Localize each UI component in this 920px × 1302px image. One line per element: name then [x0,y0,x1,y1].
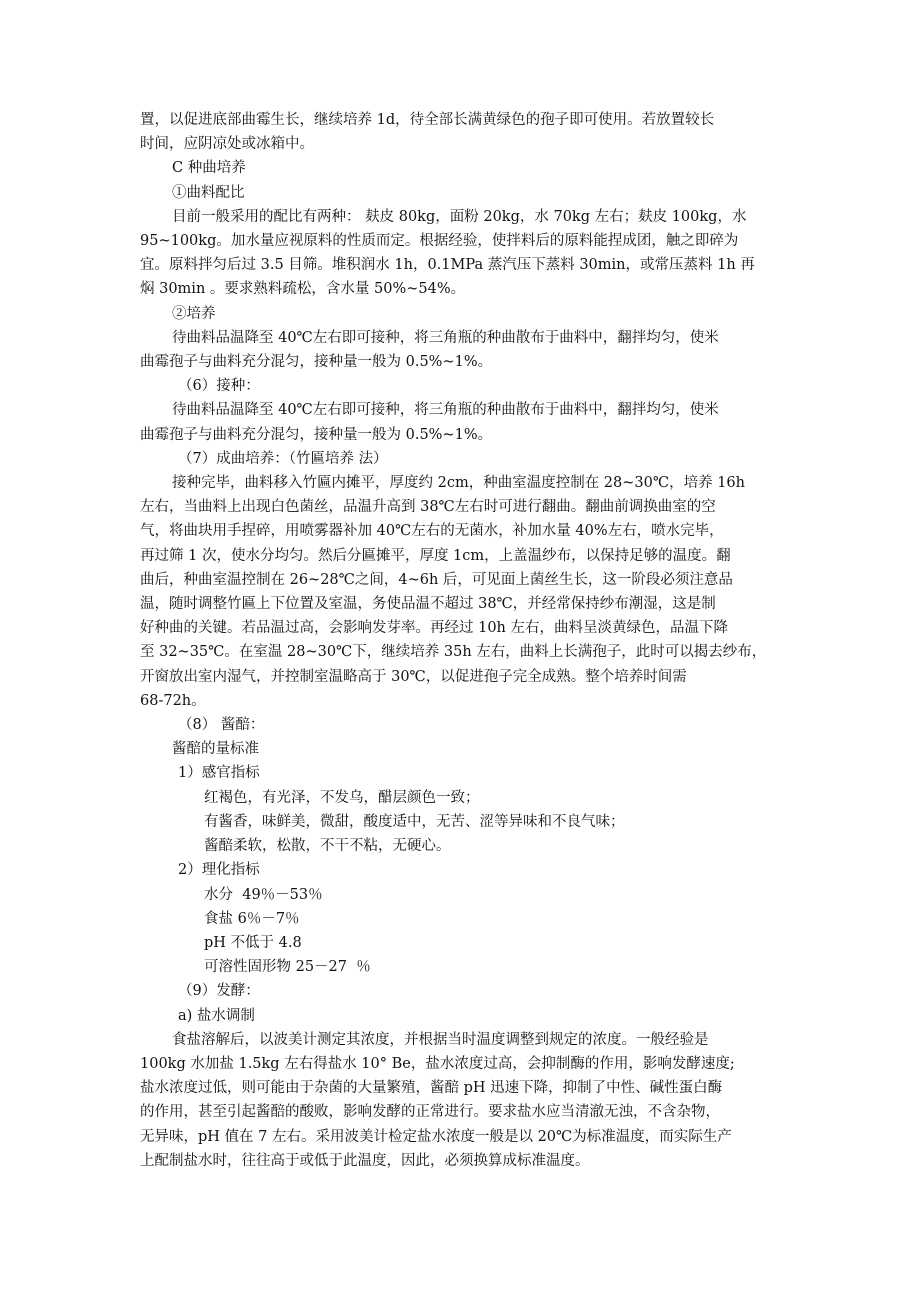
text-line: 无异味，pH 值在 7 左右。采用波美计检定盐水浓度一般是以 20℃为标准温度，而实际生产 [140,1128,732,1145]
text-line: 开窗放出室内湿气，并控制室温略高于 30℃，以促进孢子完全成熟。整个培养时间需 [140,668,687,685]
text-line: 目前一般采用的配比有两种： 麸皮 80kg，面粉 20kg，水 70kg 左右；麸皮 100kg，水 [172,208,747,225]
text-line: 盐水浓度过低，则可能由于杂菌的大量繁殖，酱醅 pH 迅速下降，抑制了中性、碱性蛋白酶 [140,1080,723,1097]
text-line: 接种完毕，曲料移入竹匾内摊平，厚度约 2cm，种曲室温度控制在 28~30℃，培养 16h [172,475,745,492]
section-heading: （6）接种： [178,378,260,395]
text-line: 至 32~35℃。在室温 28~30℃下，继续培养 35h 左右，曲料上长满孢子，此时可以揭去纱布， [140,644,767,661]
subsection-heading: ①曲料配比 [172,184,245,201]
text-line: 68-72h。 [140,692,206,709]
text-line: 左右，当曲料上出现白色菌丝，品温升高到 38℃左右时可进行翻曲。翻曲前调换曲室的空 [140,499,716,516]
list-item: 可溶性固形物 25－27 ％ [204,959,371,976]
text-line: 曲后，种曲室温控制在 26~28℃之间，4~6h 后，可见面上菌丝生长，这一阶段必须注意品 [140,571,733,588]
text-line: 置，以促进底部曲霉生长，继续培养 1d，待全部长满黄绿色的孢子即可使用。若放置较长 [140,112,715,128]
section-heading: （7）成曲培养：（竹匾培养 法） [178,450,388,467]
text-line: 上配制盐水时，往往高于或低于此温度，因此，必须换算成标准温度。 [140,1152,590,1169]
section-heading: （9）发酵： [178,983,260,1000]
text-line: 好种曲的关键。若品温过高，会影响发芽率。再经过 10h 左右，曲料呈淡黄绿色，品温下降 [140,620,729,637]
list-item: 有酱香，味鲜美，微甜，酸度适中，无苦、涩等异味和不良气味； [204,813,625,830]
list-item: 食盐 6％－7％ [204,910,300,927]
section-heading: （8） 酱醅： [178,717,265,734]
subsection-heading: ②培养 [172,305,216,322]
list-item: 酱醅柔软，松散，不干不粘，无硬心。 [204,838,451,855]
text-line: 再过筛 1 次，使水分均匀。然后分匾摊平，厚度 1cm，上盖温纱布，以保持足够的温度。翻 [140,547,731,564]
list-item: 水分 49％－53％ [204,886,323,903]
subsection-heading: 1）感官指标 [178,765,260,782]
text-line: 时间，应阴凉处或冰箱中。 [140,136,314,153]
text-line: 宜。原料拌匀后过 3.5 目筛。堆积润水 1h，0.1MPa 蒸汽压下蒸料 30min，或常压蒸料 1h 再 [140,257,755,274]
text-line: 酱醅的量标准 [172,741,259,758]
section-heading: C 种曲培养 [172,160,246,177]
text-line: 温，随时调整竹匾上下位置及室温，务使品温不超过 38℃，并经常保持纱布潮湿，这是制 [140,596,716,613]
text-line: 气，将曲块用手捏碎，用喷雾器补加 40℃左右的无菌水，补加水量 40%左右，喷水完毕， [140,523,724,540]
subsection-heading: 2）理化指标 [178,862,260,879]
text-line: 待曲料品温降至 40℃左右即可接种，将三角瓶的种曲散布于曲料中，翻拌均匀，使米 [172,329,719,346]
text-line: 曲霉孢子与曲料充分混匀，接种量一般为 0.5%~1%。 [140,426,493,443]
text-line: 焖 30min 。要求熟料疏松，含水量 50%~54%。 [140,281,466,298]
subsection-heading: a) 盐水调制 [178,1007,255,1024]
text-line: 待曲料品温降至 40℃左右即可接种，将三角瓶的种曲散布于曲料中，翻拌均匀，使米 [172,402,719,419]
text-line: 的作用，甚至引起酱醅的酸败，影响发酵的正常进行。要求盐水应当清澈无浊，不含杂物， [140,1104,720,1121]
text-line: 食盐溶解后，以波美计测定其浓度，并根据当时温度调整到规定的浓度。一般经验是 [172,1031,709,1048]
text-line: 100kg 水加盐 1.5kg 左右得盐水 10° Be，盐水浓度过高，会抑制酶的作用，影响发酵速度; [140,1055,735,1072]
document-body [140,108,785,1173]
text-line: 曲霉孢子与曲料充分混匀，接种量一般为 0.5%~1%。 [140,354,493,371]
text-line: 95~100kg。加水量应视原料的性质而定。根据经验，使拌料后的原料能捏成团，触之即碎为 [140,233,739,250]
list-item: pH 不低于 4.8 [204,934,302,951]
list-item: 红褐色，有光泽，不发乌，醋层颜色一致； [204,789,480,806]
